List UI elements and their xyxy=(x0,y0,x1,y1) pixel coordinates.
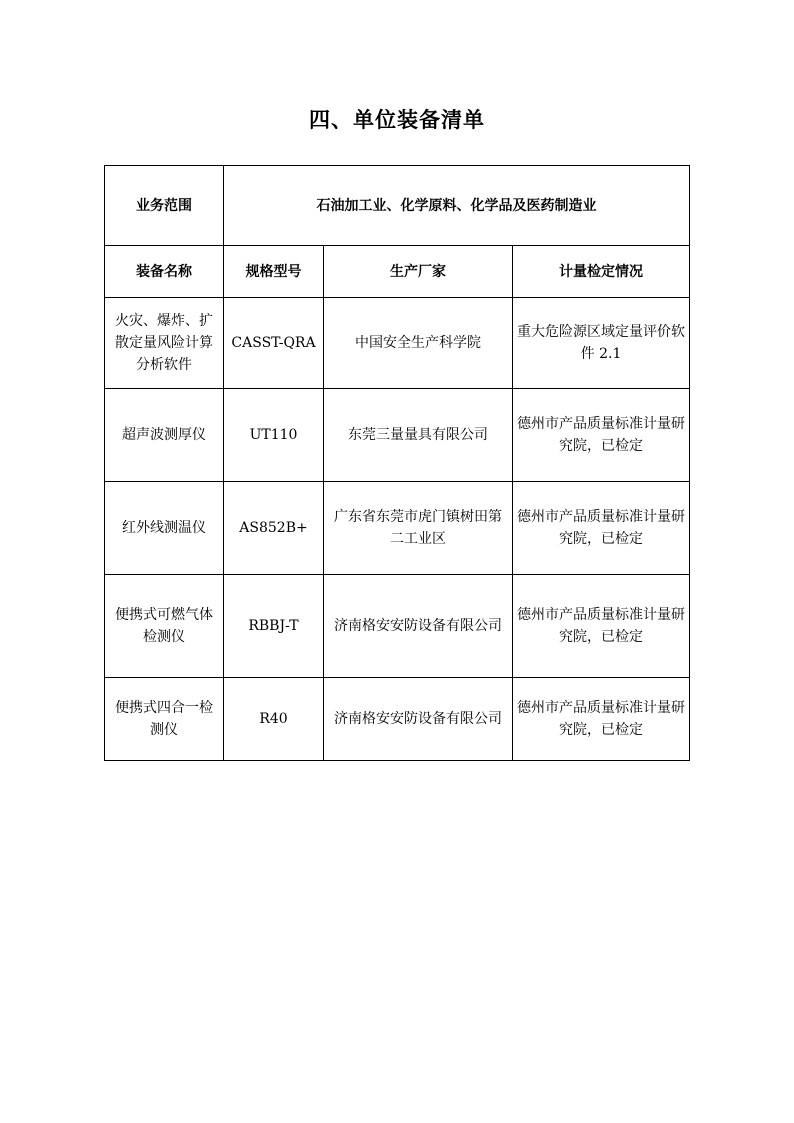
equipment-name: 火灾、爆炸、扩散定量风险计算分析软件 xyxy=(105,298,224,389)
equipment-calibration: 德州市产品质量标准计量研究院，已检定 xyxy=(513,389,690,482)
table-row xyxy=(105,298,690,389)
header-manufacturer: 生产厂家 xyxy=(324,246,513,298)
scope-row xyxy=(105,166,690,246)
equipment-name: 红外线测温仪 xyxy=(105,482,224,575)
table-row xyxy=(105,678,690,761)
equipment-model: UT110 xyxy=(224,389,324,482)
equipment-name: 超声波测厚仪 xyxy=(105,389,224,482)
equipment-manufacturer: 济南格安安防设备有限公司 xyxy=(324,575,513,678)
table-row xyxy=(105,482,690,575)
equipment-calibration: 德州市产品质量标准计量研究院，已检定 xyxy=(513,575,690,678)
table-row xyxy=(105,575,690,678)
equipment-calibration: 德州市产品质量标准计量研究院，已检定 xyxy=(513,678,690,761)
equipment-model: R40 xyxy=(224,678,324,761)
equipment-manufacturer: 中国安全生产科学院 xyxy=(324,298,513,389)
header-model: 规格型号 xyxy=(224,246,324,298)
equipment-model: AS852B+ xyxy=(224,482,324,575)
header-equipment-name: 装备名称 xyxy=(105,246,224,298)
equipment-model: RBBJ-T xyxy=(224,575,324,678)
equipment-calibration: 德州市产品质量标准计量研究院，已检定 xyxy=(513,482,690,575)
equipment-table xyxy=(104,165,690,761)
table-row xyxy=(105,389,690,482)
equipment-model: CASST-QRA xyxy=(224,298,324,389)
equipment-manufacturer: 东莞三量量具有限公司 xyxy=(324,389,513,482)
equipment-calibration: 重大危险源区域定量评价软件 2.1 xyxy=(513,298,690,389)
header-row xyxy=(105,246,690,298)
equipment-manufacturer: 济南格安安防设备有限公司 xyxy=(324,678,513,761)
equipment-name: 便携式可燃气体检测仪 xyxy=(105,575,224,678)
page-title: 四、单位装备清单 xyxy=(309,108,485,132)
equipment-manufacturer: 广东省东莞市虎门镇树田第二工业区 xyxy=(324,482,513,575)
header-calibration: 计量检定情况 xyxy=(513,246,690,298)
scope-label: 业务范围 xyxy=(105,166,224,246)
equipment-name: 便携式四合一检测仪 xyxy=(105,678,224,761)
scope-value: 石油加工业、化学原料、化学品及医药制造业 xyxy=(224,166,690,246)
